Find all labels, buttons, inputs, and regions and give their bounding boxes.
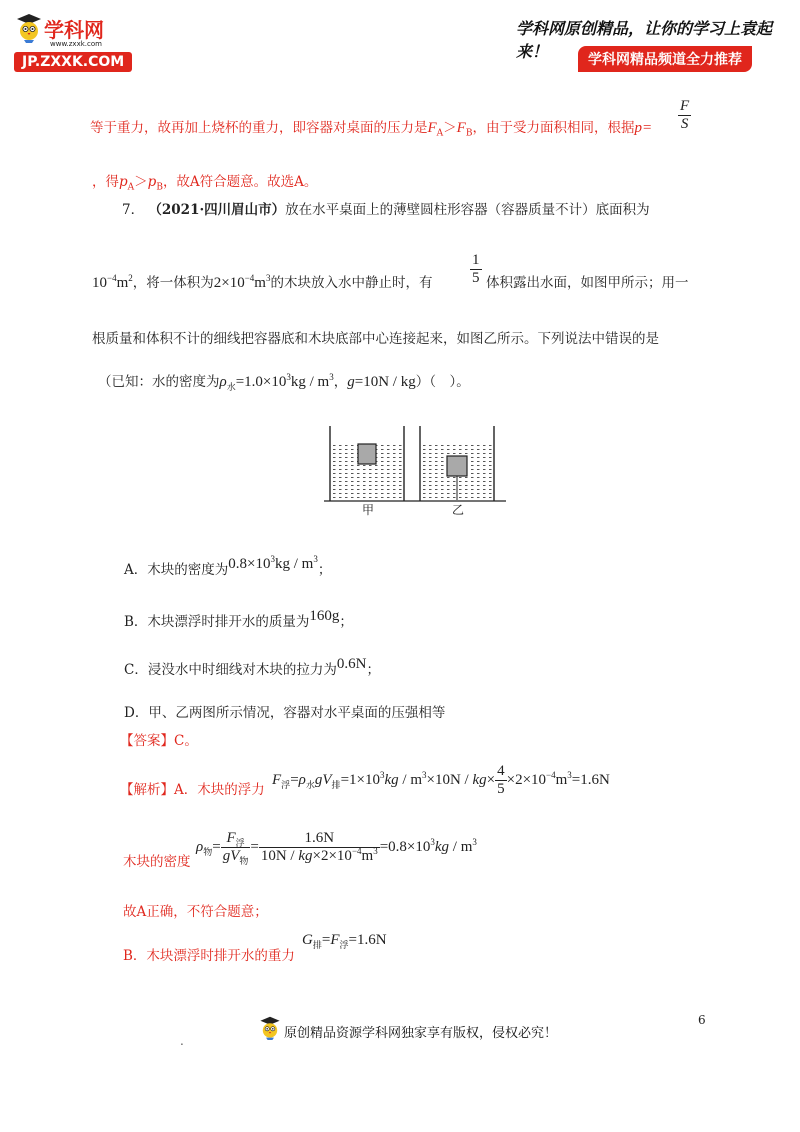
- question-source: （2021·四川眉山市）: [148, 202, 286, 218]
- option-c: C．浸没水中时细线对木块的拉力为0.6N；: [124, 656, 380, 678]
- header-slogan: 学科网原创精品，让你的学习上袁起来！: [516, 19, 773, 61]
- analysis-buoyancy-formula: $F_浮=\rho_水gV_排=1\times 10^3kg / m^3\times 10N / kg\times$ $\frac{4}{5}$ $\times 2\times 10^{-4}m^3=1.6N$: [272, 763, 610, 797]
- header-slogan-bar: 学科网精品频道全力推荐: [578, 46, 752, 72]
- question-figure: [320, 420, 510, 520]
- option-d: D．甲、乙两图所示情况，容器对水平桌面的压强相等: [124, 705, 446, 721]
- owl-mascot-icon: [14, 12, 44, 44]
- analysis-b-intro: B．木块漂浮时排开水的重力: [123, 948, 295, 964]
- question-line-4: （已知：水的密度为$\rho_水=1.0\times 10^3kg / m^3$，g=10N / kg）（ ）。: [98, 372, 470, 392]
- prev-line-2: ，得$p_A>p_B$，故A符合题意。故选A。: [92, 174, 318, 193]
- logo-name: 学科网: [44, 18, 104, 42]
- logo-url-bar: JP.ZXXK.COM: [14, 52, 132, 72]
- question-line-1: 7． （2021·四川眉山市）放在水平桌面上的薄壁圆柱形容器（容器质量不计）底面积为: [122, 202, 650, 218]
- option-a: A．木块的密度为$0.8\times 10^3kg / m^3$；: [124, 554, 332, 578]
- header: [0, 0, 800, 80]
- footer-dot: .: [180, 1034, 184, 1048]
- analysis-density-formula: $\rho_物=$ $\frac{F_浮}{gV_物}$ = $\frac{1.6N}{10N / kg\times 2\times 10^{-4}m^3}$ $=0.8\times 10^3kg / m^3$: [196, 830, 477, 866]
- prev-line-1: 等于重力，故再加上烧杯的重力，即容器对桌面的压力是$F_A>F_B$，由于受力面积相同，根据p=: [90, 120, 653, 139]
- question-line-3: 根质量和体积不计的细线把容器底和木块底部中心连接起来，如图乙所示。下列说法中错误的是: [92, 331, 659, 347]
- container-yi: [420, 426, 494, 501]
- logo-url-small: www.zxxk.com: [50, 40, 102, 48]
- answer-line: [120, 731, 198, 751]
- page-number: 6: [698, 1013, 706, 1027]
- analysis-b-formula: $G_排=F_浮=1.6N$: [302, 932, 387, 950]
- footer-copyright: 原创精品资源学科网独家享有版权，侵权必究！: [284, 1026, 558, 1041]
- footer-owl-icon: [258, 1014, 282, 1042]
- option-b: B．木块漂浮时排开水的质量为160g；: [124, 608, 353, 630]
- analysis-a-conclusion: 故A正确，不符合题意；: [123, 904, 268, 920]
- analysis-density-label: 木块的密度: [123, 854, 191, 870]
- container-jia: [330, 426, 404, 501]
- question-number: 7．: [122, 202, 145, 218]
- answer-value: C。: [174, 733, 198, 749]
- figure-label-jia: 甲: [362, 503, 375, 517]
- question-line-2-tail: 体积露出水面，如图甲所示；用一: [486, 275, 689, 291]
- prev-fraction-f-over-s: $\frac{F}{S}$: [680, 98, 690, 132]
- figure-label-yi: 乙: [452, 503, 465, 517]
- question-line-2: $10^{-4}m^2$，将一体积为$2\times 10^{-4}m^3$的木块放入水中静止时，有: [92, 273, 433, 291]
- analysis-line-a: 【解析】A．木块的浮力: [120, 782, 265, 798]
- answer-label: 【答案】: [120, 733, 174, 749]
- logo: [14, 8, 164, 72]
- question-fraction-one-fifth: $\frac{1}{5}$: [472, 252, 480, 286]
